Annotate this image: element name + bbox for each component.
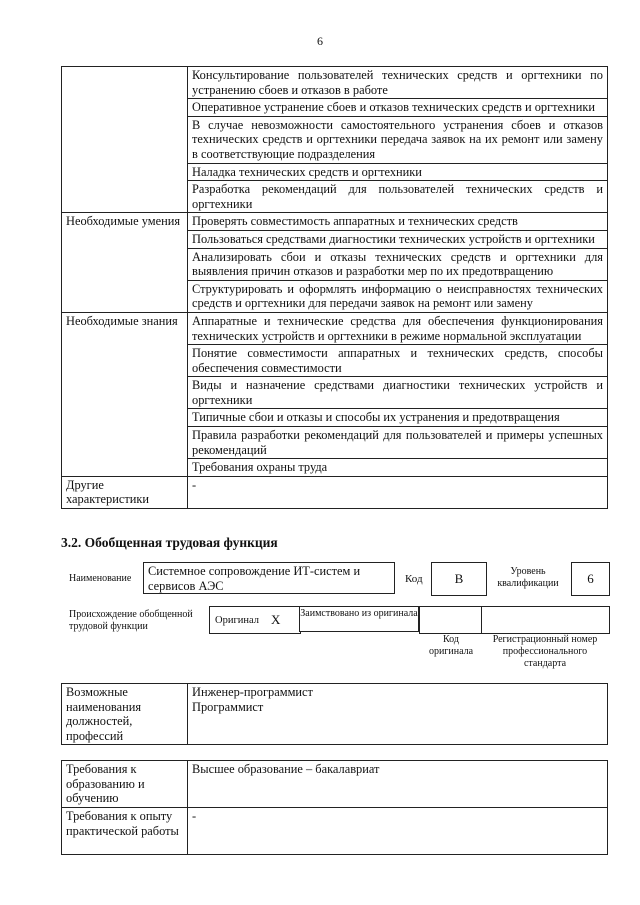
- table-row: [62, 476, 608, 508]
- table-cell: Пользоваться средствами диагностики технических устройств и оргтехники: [188, 230, 608, 248]
- table-cell: Проверять совместимость аппаратных и технических средств: [188, 213, 608, 231]
- page-number: 6: [317, 34, 323, 48]
- row-label-other: Другие характеристики: [62, 476, 188, 508]
- requirements-table: [61, 760, 608, 855]
- reg-number-label: Регистрационный номер профессионального стандарта: [492, 634, 598, 669]
- level-box: [571, 562, 610, 596]
- list-item: Инженер-программист: [192, 685, 313, 699]
- borrowed-box: [299, 606, 419, 632]
- code-value: B: [454, 571, 464, 586]
- table-row: [62, 761, 608, 808]
- table-cell: -: [188, 476, 608, 508]
- table-row: [62, 213, 608, 231]
- table-cell: Структурировать и оформлять информацию о неисправностях технических средств и оргтехники для передачи заявок на ремонт или замену: [188, 280, 608, 312]
- origin-label: Происхождение обобщенной трудовой функции: [69, 609, 193, 632]
- table-cell: Наладка технических средств и оргтехники: [188, 163, 608, 181]
- table-row: [62, 312, 608, 344]
- table-row: [62, 684, 608, 745]
- table-cell: В случае невозможности самостоятельного устранения сбоев и отказов технических средств и оргтехники передача заявок на их ремонт или замену в соответствующие подразделения: [188, 116, 608, 163]
- original-label: Оригинал: [215, 614, 259, 626]
- code-label: Код: [405, 573, 423, 585]
- code-original-box: [419, 606, 483, 634]
- table-cell: Понятие совместимости аппаратных и технических средств, способы обеспечения совместимости: [188, 345, 608, 377]
- table-cell: Правила разработки рекомендаций для пользователей и примеры успешных рекомендаций: [188, 427, 608, 459]
- function-name-box: [143, 562, 395, 594]
- labor-actions-table: [61, 66, 608, 509]
- education-value: Высшее образование – бакалавриат: [188, 761, 608, 808]
- function-name-value: Системное сопровождение ИТ-систем и сервисов АЭС: [148, 564, 361, 593]
- table-cell: Разработка рекомендаций для пользователей технических средств и оргтехники: [188, 181, 608, 213]
- positions-label: Возможные наименования должностей, профессий: [62, 684, 188, 745]
- positions-values: [188, 684, 608, 745]
- experience-value: -: [188, 808, 608, 855]
- section-title: 3.2. Обобщенная трудовая функция: [61, 535, 278, 550]
- level-label: Уровень квалификации: [497, 566, 559, 589]
- table-cell: Аппаратные и технические средства для обеспечения функционирования технических устройств и оргтехники в режиме нормальной эксплуатации: [188, 312, 608, 344]
- row-label-skills: Необходимые умения: [62, 213, 188, 313]
- experience-label: Требования к опыту практической работы: [62, 808, 188, 855]
- table-row: [62, 808, 608, 855]
- reg-number-box: [481, 606, 610, 634]
- table-cell: Оперативное устранение сбоев и отказов технических средств и оргтехники: [188, 99, 608, 117]
- table-row: [62, 67, 608, 99]
- original-mark: X: [271, 612, 281, 627]
- education-label: Требования к образованию и обучению: [62, 761, 188, 808]
- list-item: Программист: [192, 699, 264, 714]
- borrowed-label: Заимствовано из оригинала: [300, 608, 418, 619]
- row-label-knowledge: Необходимые знания: [62, 312, 188, 476]
- table-cell: Требования охраны труда: [188, 459, 608, 477]
- level-value: 6: [587, 571, 594, 586]
- name-label: Наименование: [69, 573, 132, 584]
- row-label: [62, 67, 188, 213]
- table-cell: Анализировать сбои и отказы технических средств и оргтехники для выявления причин отказов и разработки мер по их предотвращению: [188, 248, 608, 280]
- code-box: [431, 562, 487, 596]
- code-original-label: Код оригинала: [428, 634, 474, 657]
- table-cell: Типичные сбои и отказы и способы их устранения и предотвращения: [188, 409, 608, 427]
- original-box: [209, 606, 301, 634]
- table-cell: Виды и назначение средствами диагностики технических устройств и оргтехники: [188, 377, 608, 409]
- table-cell: Консультирование пользователей технических средств и оргтехники по устранению сбоев и отказов в работе: [188, 67, 608, 99]
- positions-table: [61, 683, 608, 745]
